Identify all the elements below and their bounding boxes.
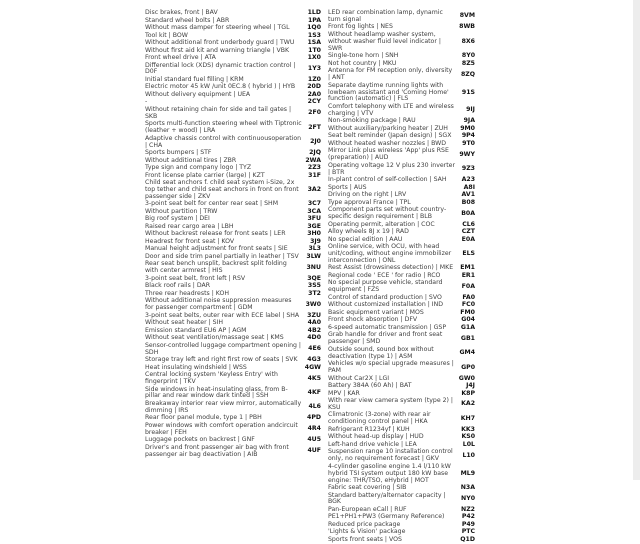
option-code: FA0 [462, 293, 475, 301]
option-description: No special edition | AAU [328, 235, 403, 243]
option-description: Front fog lights | NES [328, 23, 393, 31]
option-description: Without first aid kit and warning triangle | VBK [145, 46, 290, 54]
option-description: Driving on the right | LRV [328, 191, 407, 199]
option-item [328, 537, 475, 544]
option-code: 4G3 [307, 356, 321, 364]
option-description: Three rear headrests | KOH [145, 289, 230, 297]
option-description: Without auxiliary/parking heater | ZUH [328, 124, 448, 132]
option-code: 2FT [308, 123, 321, 131]
option-description: Standard battery/alternator capacity | BGK [328, 491, 446, 506]
option-description: Without customized installation | IND [328, 301, 444, 309]
option-code: CL6 [462, 220, 475, 228]
option-code: 4PD [307, 414, 321, 422]
option-code: 4R4 [307, 425, 321, 433]
option-description: Sports multi-function steering wheel with Tiptronic (leather + wood) | LRA [145, 120, 302, 135]
option-code: GM4 [459, 349, 475, 357]
option-code: KS0 [461, 433, 475, 441]
option-description: Adaptive chassis control with continuousoperation | CHA [145, 134, 302, 149]
option-description: No special purpose vehicle, standard equipment | FZS [328, 279, 443, 294]
option-description: Battery 384A (60 Ah) | BAT [328, 382, 412, 389]
option-description: Antenna for FM reception only, diversity | ANT [328, 67, 453, 82]
option-description: Without head-up display | HUD [328, 433, 424, 441]
option-code: 3GE [307, 222, 321, 230]
option-code: 4B2 [307, 326, 321, 334]
option-description: Suspension range 10 installation control only, no requirement forecast | GKV [328, 448, 453, 463]
option-code: G1A [460, 323, 475, 331]
option-description: - [145, 98, 148, 106]
option-item [145, 180, 321, 201]
option-description: Child seat anchors f. child seat system i-Size, 2x top tether and child seat anchors in front on front passenger side | ZKV [145, 179, 299, 200]
option-item [145, 261, 321, 275]
option-description: MPV | KAR [328, 389, 360, 397]
option-code: 1X0 [307, 54, 321, 61]
option-item [145, 107, 321, 121]
option-code: 2CY [307, 98, 321, 106]
option-description: Outside sound, sound box without deactivation (type 1) | ASM [328, 345, 434, 360]
option-description: Operating voltage 12 V plus 230 inverter | BTR [328, 161, 455, 176]
option-description: Separate daytime running lights with lowbeam assistant and 'Coming Home' function (automatic) | FLS [328, 81, 449, 103]
option-item [145, 92, 321, 99]
option-item [328, 332, 475, 346]
option-description: PE1+PH1+PW3 (Germany Reference) [328, 513, 445, 521]
option-code: 8X6 [461, 37, 475, 45]
option-description: Single-tone horn | SNH [328, 52, 399, 60]
option-description: Heat insulating windshield | WSS [145, 363, 247, 371]
option-code: 3FU [307, 215, 321, 223]
option-code: KK3 [461, 425, 475, 433]
option-code: 2F0 [308, 109, 321, 117]
option-code: 9P4 [461, 132, 475, 140]
option-description: Storage tray left and right first row of seats | SVK [145, 356, 298, 364]
option-description: Breakaway interior rear view mirror, automatically dimming | IRS [145, 399, 302, 414]
option-description: Refrigerant R1234yf | KUH [328, 425, 410, 433]
option-item [328, 32, 475, 53]
option-description: With rear view camera system (type 2) | KSU [328, 397, 454, 411]
option-item [328, 464, 475, 485]
option-description: Vehicles w/o special upgrade measures | PAM [328, 360, 454, 374]
option-item [145, 372, 321, 386]
option-code: 31F [308, 171, 321, 179]
option-description: Black roof rails | DAR [145, 282, 211, 290]
option-code: 8Z5 [461, 59, 475, 67]
option-item [145, 63, 321, 77]
option-code: 91S [461, 88, 475, 96]
option-code: 3C7 [307, 200, 321, 208]
option-description: Component parts set without country-specific design requirement | BLB [328, 206, 447, 221]
option-description: Grab handle for driver and front seat passenger | SMD [328, 331, 443, 346]
option-code: L10 [462, 451, 475, 459]
option-description: 6-speed automatic transmission | GSP [328, 323, 447, 331]
option-description: Mirror Link plus wireless 'App' plus RSE (preparation) | AUD [328, 147, 449, 162]
option-code: 20D [307, 83, 321, 91]
option-item [328, 148, 475, 162]
option-code: 3QE [307, 274, 321, 282]
option-item [328, 493, 475, 507]
option-code: 1S3 [307, 31, 321, 39]
option-description: Reduced price package [328, 520, 401, 528]
option-code: 2A0 [307, 90, 321, 98]
option-description: Standard wheel bolts | ABR [145, 16, 230, 24]
option-item [328, 229, 475, 236]
option-code: 2Z3 [307, 164, 321, 172]
option-description: Without backrest release for front seats | LER [145, 230, 286, 238]
option-item [328, 398, 475, 412]
option-item [145, 445, 321, 459]
option-description: Pan-European eCall | RUF [328, 505, 407, 513]
option-description: Without seat ventilation/massage seat | KMS [145, 334, 284, 342]
option-description: Central locking system 'Keyless Entry' with fingerprint | TKV [145, 371, 278, 386]
option-item [145, 343, 321, 357]
option-code: 3S5 [307, 282, 321, 290]
option-description: 3-point seat belts, outer rear with ECE label | SHA [145, 311, 300, 319]
option-code: 9Z3 [461, 165, 475, 173]
option-description: Non-smoking package | RAU [328, 117, 416, 125]
option-item [328, 412, 475, 426]
option-item [145, 136, 321, 150]
option-description: Climatronic (3-zone) with rear air conditioning control panel | HKA [328, 411, 431, 426]
option-description: Side windows in heat-insulating glass, from B-pillar and rear window dark tinted | SSH [145, 385, 288, 400]
document-page [145, 10, 475, 544]
option-description: Comfort telephony with LTE and wireless charging | VTV [328, 102, 454, 117]
option-item [145, 423, 321, 437]
option-description: Initial standard fuel filling | KRM [145, 75, 244, 83]
option-description: Without additional tires | ZBR [145, 156, 237, 164]
option-item [145, 40, 321, 47]
option-code: ER1 [461, 271, 475, 279]
option-description: 'Lights & Vision' package [328, 528, 406, 536]
option-code: E0A [461, 235, 475, 243]
option-item [328, 449, 475, 463]
option-description: Front wheel drive | ATA [145, 54, 216, 61]
option-description: Not hot country | MKU [328, 59, 397, 67]
option-description: Without retaining chain for side and tail gates | SKB [145, 105, 292, 120]
option-item [328, 347, 475, 361]
option-code: 4D0 [307, 334, 321, 342]
option-code: 8VM [459, 12, 475, 20]
option-description: Front shock absorption | DFV [328, 316, 418, 324]
option-code: J4J [466, 382, 475, 389]
option-item [145, 55, 321, 62]
option-description: Headrest for front seat | KOV [145, 237, 235, 245]
option-code: 3ZU [307, 311, 321, 319]
option-item [145, 387, 321, 401]
option-description: Luggage pockets on backrest | GNF [145, 436, 255, 444]
option-description: Sensor-controlled luggage compartment opening | SDH [145, 341, 302, 356]
option-code: KH7 [460, 414, 475, 422]
option-description: Without delivery equipment | UEA [145, 90, 251, 98]
options-column-right [328, 10, 475, 544]
option-code: AV1 [461, 191, 475, 199]
option-item [145, 150, 321, 157]
option-code: 4L6 [308, 403, 321, 411]
option-code: 2J0 [310, 138, 321, 146]
option-description: LED rear combination lamp, dynamic turn signal [328, 9, 443, 23]
option-description: Without Car2X | LGI [328, 374, 390, 382]
option-code: GB1 [460, 334, 475, 342]
option-description: 4-cylinder gasoline engine 1.4 l/110 kW hybrid TSI system output 180 kW base engine: THR/TSO, eHybrid | MOT [328, 462, 451, 484]
option-code: 9JA [463, 117, 475, 125]
option-code: L0L [462, 440, 475, 448]
option-description: Sports | AUS [328, 183, 367, 191]
option-description: Front license plate carrier (large) | KZT [145, 171, 265, 179]
option-description: Regional code ' ECE ' for radio | RCO [328, 271, 441, 279]
option-code: 3W0 [305, 300, 321, 308]
option-item [328, 207, 475, 221]
option-item [145, 10, 321, 17]
option-description: Manual height adjustment for front seats | SIE [145, 245, 288, 253]
option-code: 8WB [459, 23, 475, 31]
option-item [328, 522, 475, 529]
option-code: 3J9 [310, 237, 321, 245]
option-item [145, 401, 321, 415]
option-description: Left-hand drive vehicle | LEA [328, 440, 417, 448]
option-code: 2JQ [309, 149, 321, 157]
option-code: ELS [462, 249, 475, 257]
option-code: 1Z0 [307, 75, 321, 83]
option-code: 3LW [306, 252, 321, 260]
option-item [145, 121, 321, 135]
option-description: Without seat heater | SIH [145, 319, 224, 327]
option-code: 1PA [307, 16, 321, 24]
option-code: EM1 [460, 264, 475, 272]
option-description: Without headlamp washer system, without washer fluid level indicator | SWR [328, 30, 441, 52]
option-item [328, 280, 475, 294]
option-code: 4KF [307, 389, 321, 397]
option-code: 4GW [304, 363, 321, 371]
option-description: Fabric seat covering | SIB [328, 484, 407, 492]
option-code: 4K5 [307, 374, 321, 382]
option-code: P49 [461, 520, 475, 528]
option-item [328, 361, 475, 375]
option-code: 9IJ [466, 106, 475, 114]
option-code: 1Q0 [307, 24, 321, 31]
option-item [145, 298, 321, 312]
option-item [328, 383, 475, 390]
option-description: Without heated washer nozzles | BWD [328, 139, 446, 147]
option-description: Sports front seats | VOS [328, 535, 402, 543]
option-code: A23 [461, 176, 475, 184]
option-code: 4E6 [308, 345, 321, 353]
option-item [328, 104, 475, 118]
option-description: Rear seat bench unsplit, backrest split folding with center armrest | HIS [145, 260, 287, 275]
option-description: Control of standard production | SVO [328, 293, 442, 301]
option-description: Tool kit | BOW [145, 31, 188, 39]
option-code: ML9 [460, 469, 475, 477]
option-description: Operating permit, alteration | COC [328, 220, 435, 228]
option-description: Without additional noise suppression measures for passenger compartment | GDM [145, 297, 292, 312]
option-description: Rear floor panel module, type 1 | PBH [145, 414, 262, 422]
option-code: 3CA [307, 207, 321, 215]
option-description: In-plant control of self-collection | SAH [328, 176, 447, 184]
options-list [145, 10, 475, 544]
option-code: B08 [461, 198, 475, 206]
option-code: 3T2 [308, 289, 321, 297]
option-description: Disc brakes, front | BAV [145, 9, 218, 16]
option-code: A8I [463, 183, 475, 191]
option-description: 3-point seat belt, front left | RSV [145, 274, 246, 282]
option-code: 8ZQ [460, 70, 475, 78]
option-item [328, 83, 475, 104]
option-code: GP0 [461, 363, 475, 371]
option-code: NZ2 [461, 505, 475, 513]
option-code: 3A2 [307, 186, 321, 194]
option-description: Sports bumpers | STF [145, 149, 212, 157]
option-code: 1T0 [308, 46, 321, 54]
option-item [328, 244, 475, 265]
option-code: 1LD [307, 9, 321, 16]
option-description: Type sign and company logo | TYZ [145, 164, 252, 172]
option-description: Seat belt reminder (Japan design) | SGX [328, 132, 452, 140]
option-description: Rest Assist (drowsiness detection) | MKE [328, 264, 454, 272]
option-description: Type approval France | TPL [328, 198, 411, 206]
option-code: 2WA [305, 156, 321, 164]
option-item [328, 68, 475, 82]
option-description: Online service, with OCU, with head unit/coding, without engine immobilizer interconnection | ONL [328, 243, 452, 264]
option-description: Raised rear cargo area | LBH [145, 222, 234, 230]
option-code: 3NU [306, 263, 321, 271]
option-code: 3H0 [307, 230, 321, 238]
option-description: Differential lock (XDS) dynamic traction control | D0F [145, 61, 296, 76]
option-item [328, 514, 475, 521]
option-description: Electric motor 45 kW /unit 0EC.8 ( hybrid ) | HYB [145, 83, 296, 91]
option-description: Alloy wheels 8J x 19 | RAD [328, 228, 409, 236]
option-code: CZT [461, 228, 475, 236]
option-description: Without additional front underbody guard | TWU [145, 39, 295, 46]
option-description: Emission standard EU6 AP | AGM [145, 326, 247, 334]
option-code: 1SA [307, 39, 321, 46]
options-column-left [145, 10, 321, 544]
option-code: 8Y0 [461, 52, 475, 60]
option-item [328, 507, 475, 514]
option-code: 9T0 [462, 139, 475, 147]
option-description: Door and side trim panel partially in leather | TSV [145, 252, 299, 260]
option-code: 4A0 [307, 319, 321, 327]
option-description: Basic equipment variant | MOS [328, 308, 424, 316]
option-item [145, 165, 321, 172]
option-description: Power windows with comfort operation andcircuit breaker | FEH [145, 421, 298, 436]
option-item [328, 529, 475, 536]
option-code: 3L3 [308, 245, 321, 253]
option-item [328, 485, 475, 492]
option-code: F0A [461, 282, 475, 290]
option-item [328, 163, 475, 177]
option-code: N3A [460, 484, 475, 492]
option-code: B0A [461, 209, 475, 217]
option-item [328, 10, 475, 24]
option-code: G04 [461, 316, 475, 324]
option-code: K8P [461, 389, 475, 397]
right-edge-strip [633, 0, 640, 480]
option-item [145, 25, 321, 32]
option-description: Big roof system | DEI [145, 215, 210, 223]
option-code: 1Y3 [307, 64, 321, 72]
option-code: 9WY [459, 150, 475, 158]
option-code: 4U5 [307, 436, 321, 444]
option-code: PTC [461, 528, 475, 536]
option-code: FM0 [460, 308, 475, 316]
option-description: Driver's and front passenger air bag with front passenger air bag deactivation | AIB [145, 443, 289, 458]
option-code: P42 [461, 513, 475, 521]
option-code: 4UF [307, 447, 321, 455]
option-description: Without partition | TRW [145, 207, 218, 215]
option-code: FC0 [461, 301, 475, 309]
option-code: Q1D [460, 535, 475, 543]
option-code: KA2 [461, 400, 475, 408]
option-code: GW0 [458, 374, 475, 382]
option-code: 9M0 [460, 124, 475, 132]
option-code: NY0 [461, 494, 475, 502]
option-description: Without mass damper for steering wheel | TGL [145, 24, 290, 31]
option-description: 3-point seat belt for center rear seat | SHM [145, 200, 279, 208]
